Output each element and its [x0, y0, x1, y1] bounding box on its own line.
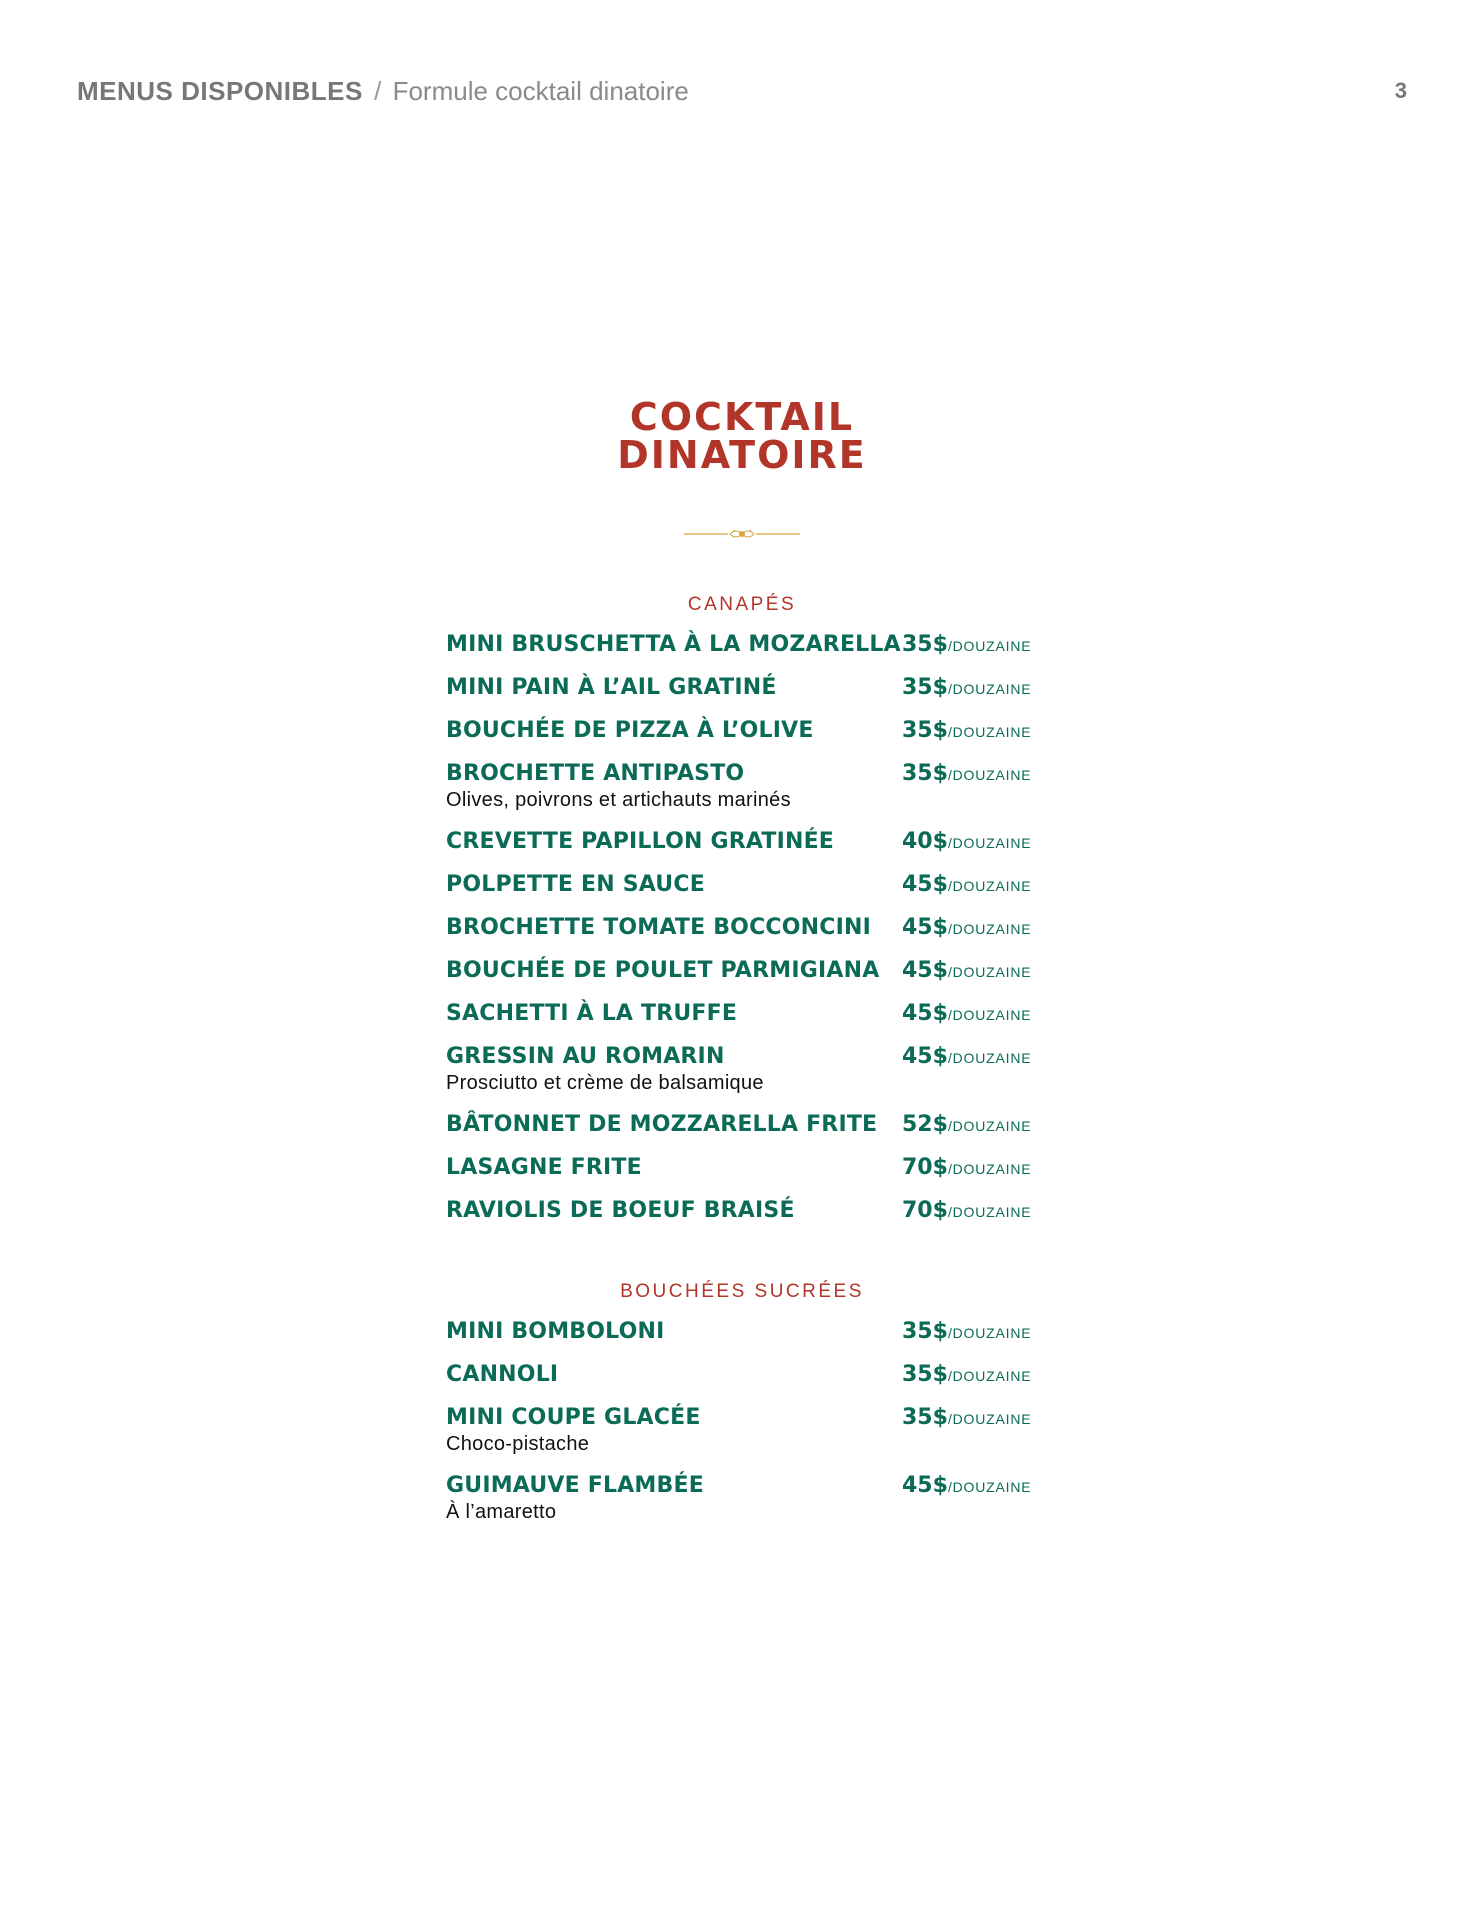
menu-item-price — [902, 1044, 1031, 1069]
price-unit: /DOUZAINE — [947, 1007, 1032, 1023]
menu-item — [446, 1405, 1036, 1463]
price-unit: /DOUZAINE — [947, 1118, 1032, 1134]
menu-item — [446, 761, 1036, 819]
price-amount: 52$ — [902, 1112, 948, 1137]
menu-item-price — [902, 1155, 1031, 1180]
price-amount: 45$ — [902, 915, 948, 940]
price-unit: /DOUZAINE — [947, 767, 1032, 783]
menu-item-price — [902, 632, 1031, 657]
price-unit: /DOUZAINE — [947, 681, 1032, 697]
price-unit: /DOUZAINE — [947, 1161, 1032, 1177]
price-unit: /DOUZAINE — [947, 878, 1032, 894]
title-line-1: COCKTAIL — [629, 395, 855, 439]
menu-item — [446, 718, 1036, 748]
menu-item-price — [902, 829, 1031, 854]
menu-item-price — [902, 761, 1031, 786]
menu-item-name: BROCHETTE ANTIPASTO — [446, 761, 745, 786]
price-unit: /DOUZAINE — [947, 1050, 1032, 1066]
price-amount: 35$ — [902, 632, 948, 657]
menu-item — [446, 1155, 1036, 1185]
price-amount: 45$ — [902, 1001, 948, 1026]
menu-item — [446, 1044, 1036, 1102]
price-unit: /DOUZAINE — [947, 1325, 1032, 1341]
price-amount: 35$ — [902, 718, 948, 743]
menu-item — [446, 1319, 1036, 1349]
menu-item-name: CREVETTE PAPILLON GRATINÉE — [446, 829, 835, 854]
menu-item-price — [902, 1198, 1031, 1223]
price-amount: 40$ — [902, 829, 948, 854]
menu-item-name: MINI BRUSCHETTA À LA MOZARELLA — [446, 632, 901, 657]
menu-item-price — [902, 675, 1031, 700]
section-title: BOUCHÉES SUCRÉES — [620, 1281, 864, 1302]
header-section: MENUS DISPONIBLES — [77, 76, 363, 106]
price-amount: 35$ — [902, 1362, 948, 1387]
menu-item-name: GUIMAUVE FLAMBÉE — [446, 1473, 704, 1498]
title-line-2: DINATOIRE — [617, 433, 867, 477]
menu-item-price — [902, 1473, 1031, 1498]
menu-item-price — [902, 1405, 1031, 1430]
price-amount: 45$ — [902, 1473, 948, 1498]
price-unit: /DOUZAINE — [947, 1479, 1032, 1495]
price-unit: /DOUZAINE — [947, 1204, 1032, 1220]
menu-item-name: CANNOLI — [446, 1362, 559, 1387]
price-amount: 35$ — [902, 1405, 948, 1430]
menu-item — [446, 632, 1036, 662]
menu-item-name: SACHETTI À LA TRUFFE — [446, 1001, 738, 1026]
menu-item-description: À l’amaretto — [446, 1501, 557, 1523]
menu-item — [446, 1362, 1036, 1392]
menu-item-name: BOUCHÉE DE PIZZA À L’OLIVE — [446, 718, 814, 743]
price-amount: 35$ — [902, 675, 948, 700]
menu-item-name: MINI COUPE GLACÉE — [446, 1405, 701, 1430]
menu-item-price — [902, 872, 1031, 897]
menu-item-description: Choco-pistache — [446, 1433, 590, 1455]
menu-item-name: BOUCHÉE DE POULET PARMIGIANA — [446, 958, 880, 983]
price-amount: 45$ — [902, 958, 948, 983]
menu-item-name: LASAGNE FRITE — [446, 1155, 642, 1180]
menu-item — [446, 675, 1036, 705]
price-unit: /DOUZAINE — [947, 1411, 1032, 1427]
page-header — [77, 76, 689, 107]
price-unit: /DOUZAINE — [947, 835, 1032, 851]
ornament-divider-icon — [684, 526, 800, 542]
price-amount: 70$ — [902, 1155, 948, 1180]
menu-item — [446, 915, 1036, 945]
menu-item — [446, 872, 1036, 902]
menu-item — [446, 829, 1036, 859]
menu-item-price — [902, 718, 1031, 743]
menu-item — [446, 1112, 1036, 1142]
menu-item-name: POLPETTE EN SAUCE — [446, 872, 705, 897]
menu-item — [446, 1198, 1036, 1228]
page-title — [0, 395, 1484, 477]
menu-item-price — [902, 1319, 1031, 1344]
menu-item-price — [902, 958, 1031, 983]
menu-item-price — [902, 1112, 1031, 1137]
menu-item — [446, 1001, 1036, 1031]
menu-item-name: GRESSIN AU ROMARIN — [446, 1044, 725, 1069]
price-amount: 35$ — [902, 1319, 948, 1344]
price-unit: /DOUZAINE — [947, 921, 1032, 937]
menu-item-price — [902, 915, 1031, 940]
price-unit: /DOUZAINE — [947, 964, 1032, 980]
menu-item-name: MINI PAIN À L’AIL GRATINÉ — [446, 675, 777, 700]
header-subtitle: Formule cocktail dinatoire — [392, 76, 689, 106]
page-number: 3 — [1394, 78, 1407, 103]
price-unit: /DOUZAINE — [947, 638, 1032, 654]
menu-item — [446, 958, 1036, 988]
menu-item-name: BROCHETTE TOMATE BOCCONCINI — [446, 915, 872, 940]
price-amount: 35$ — [902, 761, 948, 786]
price-amount: 45$ — [902, 1044, 948, 1069]
price-amount: 70$ — [902, 1198, 948, 1223]
menu-item-name: BÂTONNET DE MOZZARELLA FRITE — [446, 1112, 878, 1137]
header-separator: / — [374, 76, 382, 106]
price-amount: 45$ — [902, 872, 948, 897]
menu-item-name: RAVIOLIS DE BOEUF BRAISÉ — [446, 1198, 795, 1223]
menu-item-price — [902, 1362, 1031, 1387]
menu-item-description: Olives, poivrons et artichauts marinés — [446, 789, 791, 811]
price-unit: /DOUZAINE — [947, 1368, 1032, 1384]
menu-item — [446, 1473, 1036, 1531]
menu-item-price — [902, 1001, 1031, 1026]
menu-item-name: MINI BOMBOLONI — [446, 1319, 665, 1344]
menu-item-description: Prosciutto et crème de balsamique — [446, 1072, 764, 1094]
price-unit: /DOUZAINE — [947, 724, 1032, 740]
section-title: CANAPÉS — [687, 594, 797, 615]
